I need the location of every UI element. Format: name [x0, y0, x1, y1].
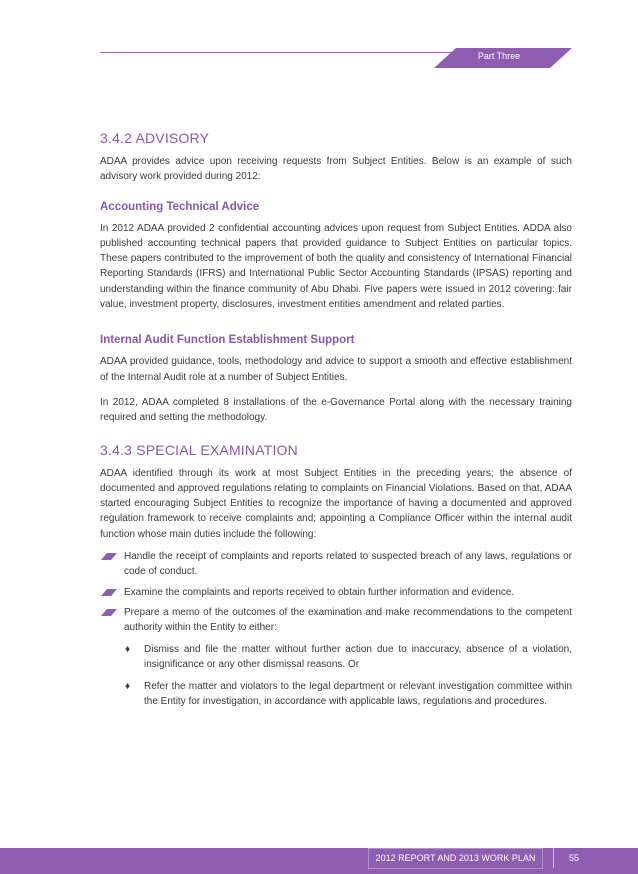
footer-report-label-box	[368, 848, 543, 869]
list-item	[124, 642, 572, 673]
diamond-bullet-icon: ♦	[125, 643, 131, 655]
list-item	[100, 605, 572, 710]
bullet-text: Examine the complaints and reports received to obtain further information and evidence.	[124, 586, 515, 598]
arrow-bullet-icon	[101, 589, 117, 596]
footer-divider	[553, 848, 554, 868]
subbullet-text: Dismiss and file the matter without further action due to inaccuracy, absence of a violation, insignificance or any other dismissal reasons. Or	[144, 643, 572, 670]
list-item	[100, 585, 572, 600]
footer-report-label: 2012 REPORT AND 2013 WORK PLAN	[375, 853, 536, 863]
page-number: 55	[568, 853, 579, 863]
subsection-title-accounting: Accounting Technical Advice	[100, 200, 260, 213]
bullet-text: Handle the receipt of complaints and reports related to suspected breach of any laws, regulations or code of conduct.	[124, 551, 572, 578]
duties-list	[100, 549, 572, 710]
advisory-intro: ADAA provides advice upon receiving requests from Subject Entities. Below is an example of such advisory work provided during 2012:	[100, 156, 572, 183]
internal-audit-body-2: In 2012, ADAA completed 8 installations of the e-Governance Portal along with the necessary training required and setting the methodology.	[100, 396, 572, 424]
subsection-title-internal-audit: Internal Audit Function Establishment Support	[100, 334, 355, 347]
arrow-bullet-icon	[101, 553, 117, 560]
diamond-bullet-icon: ♦	[125, 681, 131, 693]
special-intro: ADAA identified through its work at most Subject Entities in the preceding years; the absence of documented and approved regulations relating to complaints on Financial Violations. Based on that, ADAA started encouraging Subject Entities to recognize the importance of having a documented and approved regulation framework to receive complaints and; appointing a Compliance Officer within the internal audit function whose main duties include the following:	[100, 467, 572, 540]
arrow-bullet-icon	[101, 609, 117, 616]
bullet-text: Prepare a memo of the outcomes of the examination and make recommendations to the competent authority within the Entity to either:	[124, 606, 572, 634]
internal-audit-body-1: ADAA provided guidance, tools, methodology and advice to support a smooth and effective establishment of the Internal Audit role at a number of Subject Entities.	[100, 356, 572, 383]
page-content	[100, 130, 572, 717]
list-item	[100, 549, 572, 580]
list-item	[124, 679, 572, 710]
part-label: Part Three	[477, 51, 521, 61]
accounting-body: In 2012 ADAA provided 2 confidential accounting advices upon request from Subject Entities. ADDA also published accounting technical papers that provided guidance to Subject Entities on particular topics. These papers contributed to the improvement of both the quality and consistency of International Financial Reporting Standards (IFRS) and International Public Sector Accounting Standards (IPSAS) reporting and understanding within the finance community of Abu Dhabi. Five papers were issued in 2012 covering: fair value, investment property, disclosures, investment entities amendment and related parties.	[100, 222, 572, 311]
section-title-advisory: 3.4.2 ADVISORY	[100, 130, 210, 146]
options-list	[124, 642, 572, 710]
part-tab	[434, 46, 572, 70]
subbullet-text: Refer the matter and violators to the legal department or relevant investigation committee within the Entity for investigation, in accordance with applicable laws, regulations and procedures.	[144, 681, 572, 708]
section-title-special-examination: 3.4.3 SPECIAL EXAMINATION	[100, 441, 298, 458]
